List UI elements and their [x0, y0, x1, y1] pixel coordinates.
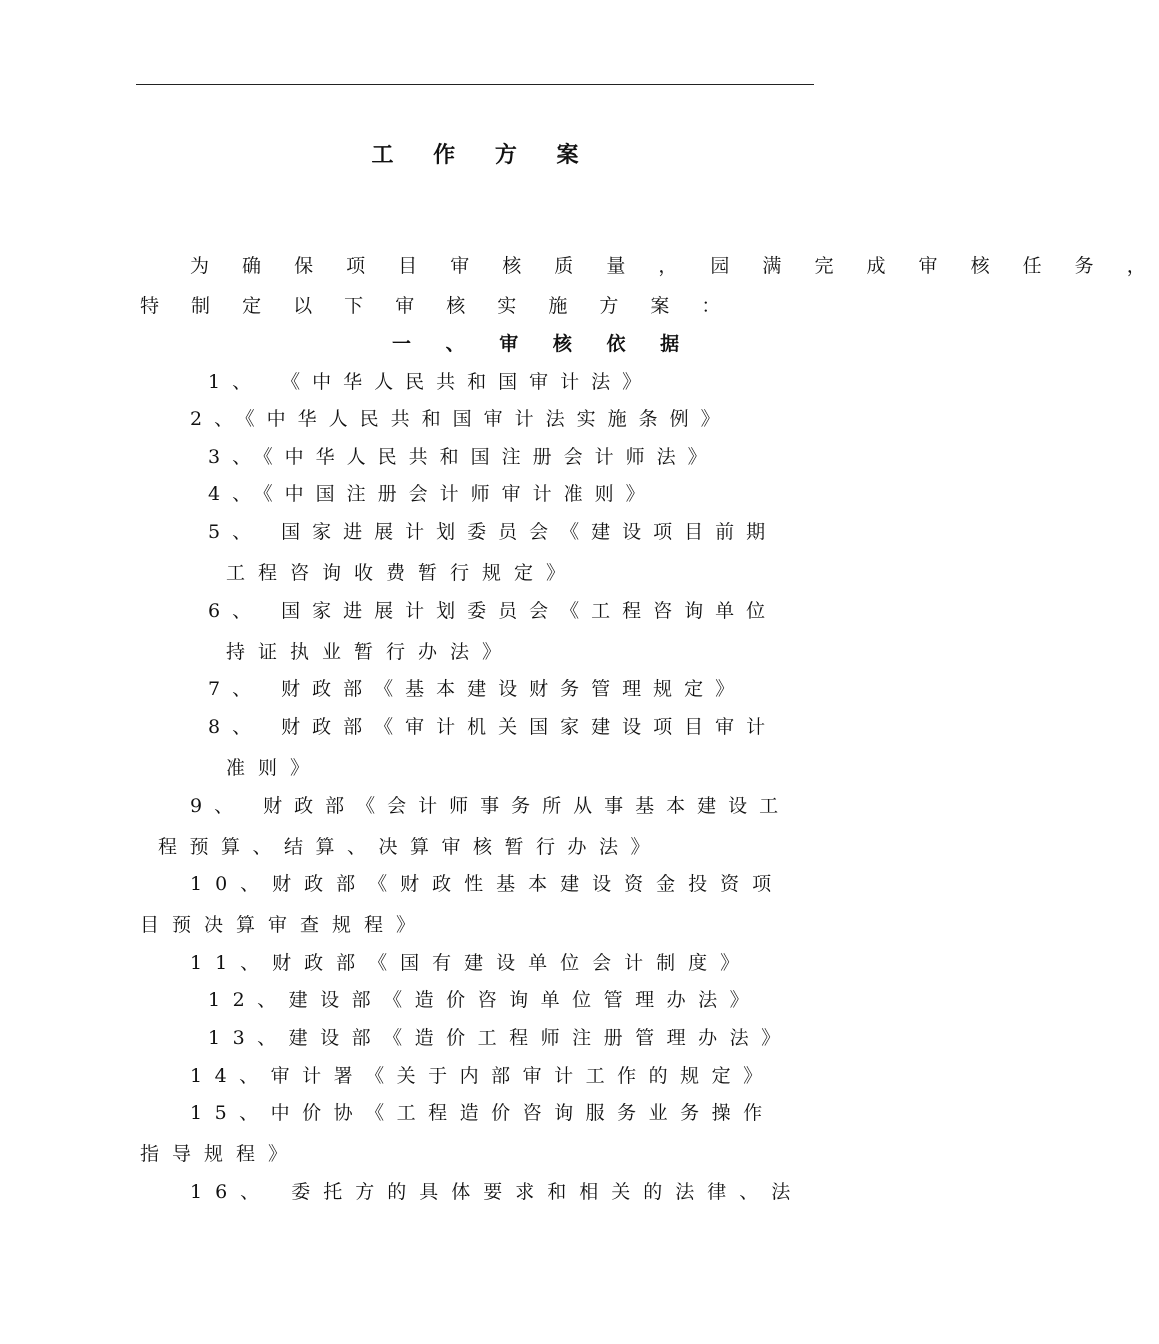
list-item: 6、 国家进展计划委员会《工程咨询单位 — [208, 600, 778, 622]
list-item: 准则》 — [226, 757, 323, 779]
list-item: 5、 国家进展计划委员会《建设项目前期 — [208, 521, 778, 543]
document-title: 工 作 方 案 — [371, 142, 595, 168]
list-item: 16、 委托方的具体要求和相关的法律、法 — [190, 1181, 804, 1203]
list-item: 目预决算审查规程》 — [140, 914, 429, 936]
list-item: 持证执业暂行办法》 — [226, 641, 515, 663]
header-rule — [136, 84, 814, 85]
section-heading: 一 、 审 核 依 据 — [392, 333, 694, 355]
list-item: 10、财政部《财政性基本建设资金投资项 — [190, 873, 785, 895]
list-item: 13、建设部《造价工程师注册管理办法》 — [208, 1027, 793, 1049]
list-item: 7、 财政部《基本建设财务管理规定》 — [208, 678, 747, 700]
list-item: 15、中价协《工程造价咨询服务业务操作 — [190, 1102, 775, 1124]
list-item: 2、《中华人民共和国审计法实施条例》 — [190, 408, 732, 430]
list-item: 指导规程》 — [140, 1143, 301, 1165]
list-item: 4、《中国注册会计师审计准则》 — [208, 483, 657, 505]
list-item: 14、审计署《关于内部审计工作的规定》 — [190, 1065, 775, 1087]
list-item: 11、财政部《国有建设单位会计制度》 — [190, 952, 753, 974]
list-item: 9、 财政部《会计师事务所从事基本建设工 — [190, 795, 791, 817]
list-item: 程预算、结算、决算审核暂行办法》 — [158, 836, 663, 858]
list-item: 1、 《中华人民共和国审计法》 — [208, 371, 654, 393]
list-item: 工程咨询收费暂行规定》 — [226, 562, 579, 584]
list-item: 8、 财政部《审计机关国家建设项目审计 — [208, 716, 778, 738]
intro-line-1: 为 确 保 项 目 审 核 质 量 ， 园 满 完 成 审 核 任 务 ， — [190, 255, 1159, 277]
list-item: 3、《中华人民共和国注册会计师法》 — [208, 446, 719, 468]
intro-line-2: 特 制 定 以 下 审 核 实 施 方 案 ： — [140, 295, 734, 317]
list-item: 12、建设部《造价咨询单位管理办法》 — [208, 989, 762, 1011]
